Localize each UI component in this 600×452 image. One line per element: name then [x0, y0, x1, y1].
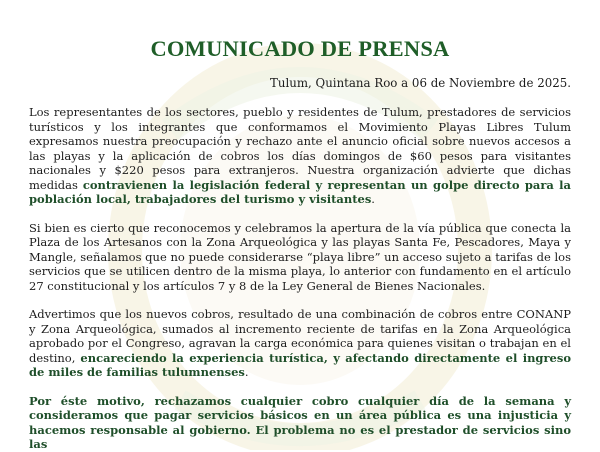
paragraph-1-text: Los representantes de los sectores, pueblo y residentes de Tulum, prestadores de servicios turísticos y los integrantes que conformamos el Movimiento Playas Libres Tulum expresamos nuestra preocupación y rechazo ante el anuncio oficial sobre nuevos accesos a las playas y la aplicación de cobros los días domingos de $60 pesos para visitantes nacionales y $220 pesos para extranjeros. Nuestra organización advierte que dichas medidas [29, 105, 571, 192]
paragraph-3-emphasis-1: encareciendo la experiencia turística [80, 350, 324, 365]
paragraph-1-end: . [371, 192, 375, 206]
paragraph-3-text: Advertimos que los nuevos cobros, resultado de una combinación de cobros entre CONANP y Zona Arqueológica, sumados al incremento reciente de tarifas en la Zona Arqueológica aprobado por el Congreso, agravan la carga económica para quienes visitan o trabajan en el destino, [29, 307, 571, 365]
paragraph-4: Por éste motivo, rechazamos cualquier cobro cualquier día de la semana y consideramos que pagar servicios básicos en un área pública es una injusticia y hacemos responsable al gobierno. El problema no es el prestador de servicios sino las [29, 393, 571, 451]
paragraph-3-end: . [244, 365, 249, 379]
paragraph-3-separator: , [323, 350, 334, 365]
dateline: Tulum, Quintana Roo a 06 de Noviembre de 2025. [270, 76, 571, 90]
paragraph-2: Si bien es cierto que reconocemos y celebramos la apertura de la vía pública que conecta la Plaza de los Artesanos con la Zona Arqueológica y las playas Santa Fe, Pescadores, Maya y Mangle, señalamos que no puede considerarse “playa libre” un acceso sujeto a tarifas de los servicios que se utilicen dentro de la misma playa, lo anterior con fundamento en el artículo 27 constitucional y los artículos 7 y 8 de la Ley General de Bienes Nacionales. [29, 220, 571, 293]
paragraph-3-emphasis-2: y afectando directamente el ingreso de miles de familias tulumnenses [29, 350, 571, 379]
paragraph-1 [29, 105, 571, 207]
paragraph-3 [29, 307, 571, 380]
page-title: COMUNICADO DE PRENSA [150, 36, 450, 61]
paragraph-1-emphasis: contravienen la legislación federal y representan un golpe directo para la población local, trabajadores del turismo y visitantes [29, 177, 571, 206]
